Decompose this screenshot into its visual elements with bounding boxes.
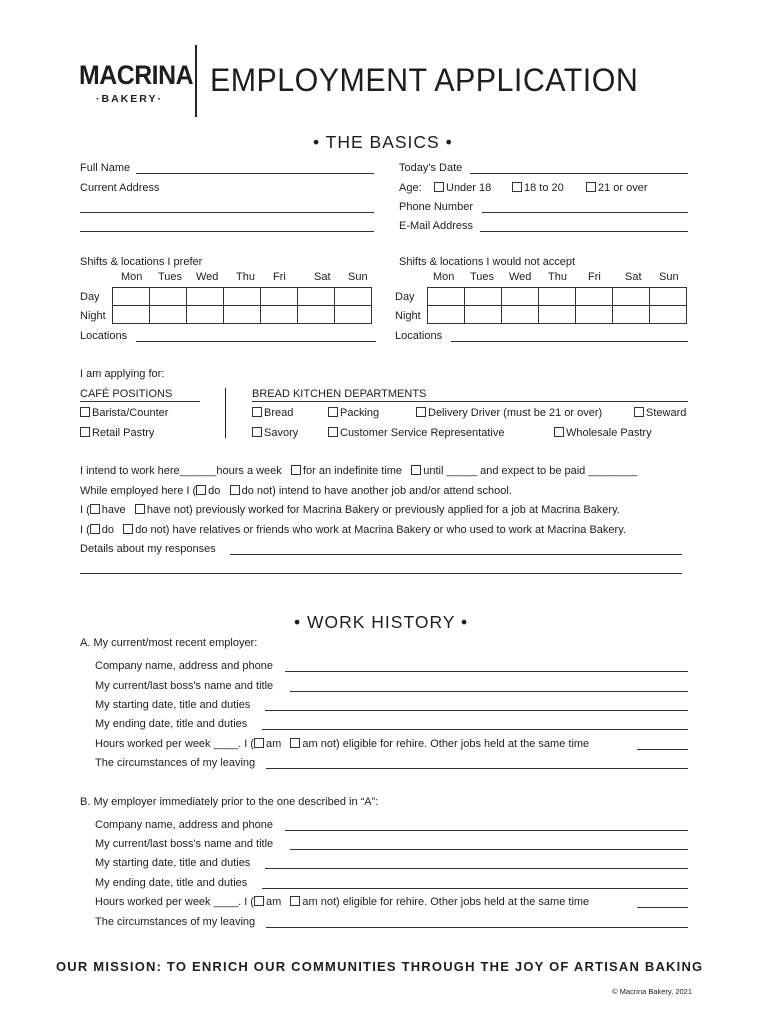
checkbox-icon[interactable] [252, 407, 262, 417]
day-thu: Thu [236, 271, 255, 283]
day-wed: Wed [196, 271, 219, 283]
option-packing[interactable]: Packing [328, 407, 379, 420]
basics-heading: • THE BASICS • [313, 132, 453, 152]
checkbox-icon[interactable] [328, 407, 338, 417]
b-other-jobs-field[interactable] [637, 907, 688, 908]
b-ending-label: My ending date, title and duties [95, 877, 248, 889]
not-night-label: Night [395, 310, 421, 322]
option-delivery[interactable]: Delivery Driver (must be 21 or over) [416, 407, 602, 420]
option-wholesale-pastry[interactable]: Wholesale Pastry [554, 427, 652, 440]
phone-field[interactable] [482, 212, 688, 213]
header-divider [195, 45, 197, 117]
checkbox-icon[interactable] [254, 896, 264, 906]
prefer-shift-grid[interactable] [112, 287, 372, 324]
details-label: Details about my responses [80, 543, 216, 555]
not-accept-shift-grid[interactable] [427, 287, 687, 324]
email-field[interactable] [480, 231, 688, 232]
option-barista[interactable]: Barista/Counter [80, 407, 168, 420]
address-line-1[interactable] [80, 212, 374, 213]
option-customer-service[interactable]: Customer Service Representative [328, 427, 504, 440]
full-name-field[interactable] [136, 173, 374, 174]
a-boss-field[interactable] [290, 691, 688, 692]
relatives-line: I ( do do not) have relatives or friends who work at Macrina Bakery or who used to work at Macrina Bakery. [80, 524, 626, 536]
day-mon: Mon [433, 271, 455, 283]
full-name-label: Full Name [80, 162, 131, 174]
b-circumstances-field[interactable] [266, 927, 688, 928]
intend-line: I intend to work here______hours a week for an indefinite time until _____ and expect to be paid ________ [80, 465, 638, 477]
age-label: Age: [399, 182, 422, 194]
a-company-field[interactable] [285, 671, 688, 672]
prefer-night-label: Night [80, 310, 106, 322]
details-field-2[interactable] [80, 573, 682, 574]
age-under-18[interactable]: Under 18 [434, 182, 491, 195]
b-circumstances-label: The circumstances of my leaving [95, 916, 256, 928]
age-21-or-over[interactable]: 21 or over [586, 182, 648, 195]
email-label: E-Mail Address [399, 220, 473, 232]
age-18-to-20[interactable]: 18 to 20 [512, 182, 564, 195]
checkbox-icon[interactable] [196, 485, 206, 495]
prefer-day-headers [112, 271, 374, 284]
employer-b-label: B. My employer immediately prior to the one described in “A”: [80, 796, 379, 808]
current-address-label: Current Address [80, 182, 160, 194]
checkbox-icon[interactable] [230, 485, 240, 495]
a-circumstances-label: The circumstances of my leaving [95, 757, 256, 769]
not-locations-label: Locations [395, 330, 443, 342]
copyright: © Macrina Bakery, 2021 [612, 987, 693, 996]
mission-statement: OUR MISSION: TO ENRICH OUR COMMUNITIES THROUGH THE JOY OF ARTISAN BAKING [56, 959, 704, 974]
prefer-day-label: Day [80, 291, 100, 303]
checkbox-icon[interactable] [291, 465, 301, 475]
day-tues: Tues [470, 271, 495, 283]
logo-subtitle: ·BAKERY· [96, 93, 163, 105]
phone-label: Phone Number [399, 201, 473, 213]
not-day-label: Day [395, 291, 415, 303]
option-bread[interactable]: Bread [252, 407, 293, 420]
applying-for-label: I am applying for: [80, 368, 165, 380]
cafe-underline [80, 401, 200, 402]
b-ending-field[interactable] [262, 888, 688, 889]
checkbox-icon[interactable] [512, 182, 522, 192]
checkbox-icon[interactable] [80, 407, 90, 417]
checkbox-icon[interactable] [411, 465, 421, 475]
address-line-2[interactable] [80, 231, 374, 232]
option-savory[interactable]: Savory [252, 427, 298, 440]
b-hours-line: Hours worked per week ____. I ( am am not) eligible for rehire. Other jobs held at the same time [95, 896, 590, 908]
a-other-jobs-field[interactable] [637, 749, 688, 750]
shifts-prefer-label: Shifts & locations I prefer [80, 256, 203, 268]
day-sat: Sat [625, 271, 642, 283]
page-title: EMPLOYMENT APPLICATION [210, 62, 639, 98]
checkbox-icon[interactable] [586, 182, 596, 192]
work-history-heading: • WORK HISTORY • [294, 612, 469, 632]
day-fri: Fri [273, 271, 286, 283]
checkbox-icon[interactable] [328, 427, 338, 437]
previously-worked-line: I ( have have not) previously worked for Macrina Bakery or previously applied for a job at Macrina Bakery. [80, 504, 620, 516]
a-ending-field[interactable] [262, 729, 688, 730]
a-starting-label: My starting date, title and duties [95, 699, 251, 711]
checkbox-icon[interactable] [634, 407, 644, 417]
option-retail-pastry[interactable]: Retail Pastry [80, 427, 154, 440]
day-sun: Sun [659, 271, 679, 283]
other-job-line: While employed here I ( do do not) intend to have another job and/or attend school. [80, 485, 512, 497]
option-steward[interactable]: Steward [634, 407, 686, 420]
a-starting-field[interactable] [265, 710, 688, 711]
b-company-field[interactable] [285, 830, 688, 831]
checkbox-icon[interactable] [80, 427, 90, 437]
day-sun: Sun [348, 271, 368, 283]
day-tues: Tues [158, 271, 183, 283]
b-boss-label: My current/last boss's name and title [95, 838, 274, 850]
checkbox-icon[interactable] [254, 738, 264, 748]
a-company-label: Company name, address and phone [95, 660, 273, 672]
b-boss-field[interactable] [290, 849, 688, 850]
prefer-locations-field[interactable] [136, 341, 376, 342]
prefer-locations-label: Locations [80, 330, 128, 342]
employer-a-label: A. My current/most recent employer: [80, 637, 258, 649]
day-fri: Fri [588, 271, 601, 283]
checkbox-icon[interactable] [434, 182, 444, 192]
a-boss-label: My current/last boss's name and title [95, 680, 274, 692]
details-field-1[interactable] [230, 554, 682, 555]
checkbox-icon[interactable] [554, 427, 564, 437]
checkbox-icon[interactable] [290, 738, 300, 748]
checkbox-icon[interactable] [290, 896, 300, 906]
checkbox-icon[interactable] [90, 504, 100, 514]
b-starting-label: My starting date, title and duties [95, 857, 251, 869]
todays-date-field[interactable] [470, 173, 688, 174]
checkbox-icon[interactable] [416, 407, 426, 417]
logo-wordmark: MACRINA [79, 60, 194, 90]
checkbox-icon[interactable] [252, 427, 262, 437]
b-starting-field[interactable] [265, 868, 688, 869]
shifts-not-label: Shifts & locations I would not accept [399, 256, 576, 268]
bread-heading: BREAD KITCHEN DEPARTMENTS [252, 388, 427, 400]
a-circumstances-field[interactable] [266, 768, 688, 769]
checkbox-icon[interactable] [135, 504, 145, 514]
not-locations-field[interactable] [451, 341, 688, 342]
bread-underline [252, 401, 688, 402]
b-company-label: Company name, address and phone [95, 819, 273, 831]
day-wed: Wed [509, 271, 532, 283]
day-mon: Mon [121, 271, 143, 283]
positions-divider [225, 388, 226, 438]
not-day-headers [428, 271, 690, 284]
checkbox-icon[interactable] [123, 524, 133, 534]
checkbox-icon[interactable] [90, 524, 100, 534]
day-sat: Sat [314, 271, 331, 283]
cafe-heading: CAFÉ POSITIONS [80, 388, 173, 400]
a-ending-label: My ending date, title and duties [95, 718, 248, 730]
todays-date-label: Today's Date [399, 162, 463, 174]
day-thu: Thu [548, 271, 567, 283]
a-hours-line: Hours worked per week ____. I ( am am not) eligible for rehire. Other jobs held at the same time [95, 738, 590, 750]
